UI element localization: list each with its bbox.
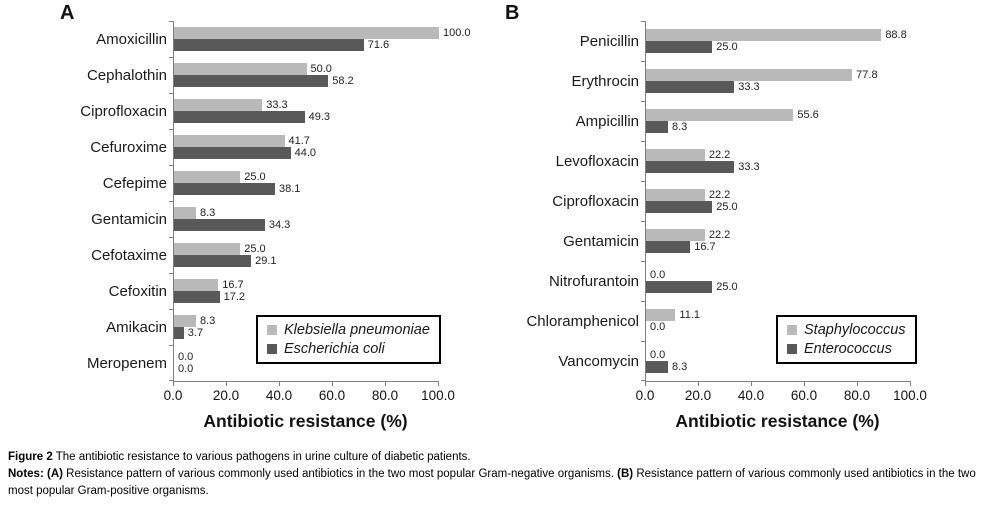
category-label: Amikacin bbox=[106, 318, 167, 336]
x-axis-tick bbox=[698, 382, 699, 386]
bar-row bbox=[174, 255, 277, 267]
bar-escherichia-coli bbox=[174, 327, 184, 339]
value-label: 41.7 bbox=[288, 134, 310, 147]
bar-escherichia-coli bbox=[174, 291, 220, 303]
bar-staphylococcus bbox=[646, 309, 675, 321]
bar-row bbox=[174, 27, 471, 39]
bar-row bbox=[646, 121, 819, 133]
value-label: 33.3 bbox=[738, 80, 760, 93]
x-axis-tick bbox=[279, 382, 280, 386]
value-label: 0.0 bbox=[178, 362, 194, 375]
x-tick-label: 80.0 bbox=[843, 388, 871, 403]
y-axis-tick bbox=[169, 21, 173, 22]
x-axis-tick bbox=[332, 382, 333, 386]
value-label: 17.2 bbox=[223, 290, 245, 303]
bar-row bbox=[174, 243, 277, 255]
caption-figure-label: Figure 2 bbox=[8, 451, 53, 463]
bar-row bbox=[174, 135, 316, 147]
bar-row bbox=[646, 349, 687, 361]
category-label: Cefepime bbox=[102, 174, 167, 192]
plot-area bbox=[173, 21, 471, 382]
bar-group bbox=[646, 29, 907, 53]
y-axis-tick bbox=[641, 21, 645, 22]
value-label: 25.0 bbox=[716, 40, 738, 53]
value-label: 29.1 bbox=[255, 254, 277, 267]
bar-row bbox=[174, 75, 354, 87]
x-tick-label: 100.0 bbox=[421, 388, 455, 403]
plot-area bbox=[645, 21, 911, 382]
x-tick-label: 60.0 bbox=[318, 388, 346, 403]
bar-klebsiella-pneumoniae bbox=[174, 135, 285, 147]
y-axis-tick bbox=[641, 141, 645, 142]
caption-line-1 bbox=[8, 449, 986, 466]
bar-enterococcus bbox=[646, 201, 712, 213]
value-label: 0.0 bbox=[650, 348, 666, 361]
category-label: Chloramphenicol bbox=[526, 312, 639, 330]
category-labels bbox=[503, 21, 645, 432]
category-label: Ampicillin bbox=[575, 112, 639, 130]
y-axis-tick bbox=[169, 237, 173, 238]
bar-row bbox=[174, 351, 193, 363]
value-label: 49.3 bbox=[308, 110, 331, 123]
y-axis-tick bbox=[169, 129, 173, 130]
bar-group bbox=[174, 243, 277, 267]
bar-row bbox=[646, 189, 738, 201]
bar-group bbox=[174, 279, 245, 303]
category-label: Cefoxitin bbox=[108, 282, 167, 300]
value-label: 0.0 bbox=[650, 320, 666, 333]
y-axis-tick bbox=[641, 181, 645, 182]
bar-group bbox=[646, 149, 760, 173]
x-tick-label: 20.0 bbox=[212, 388, 240, 403]
caption-notes bbox=[8, 466, 986, 500]
value-label: 34.3 bbox=[268, 218, 291, 231]
bar-group bbox=[174, 27, 471, 51]
value-label: 3.7 bbox=[187, 326, 204, 339]
y-axis-tick bbox=[641, 101, 645, 102]
bar-row bbox=[174, 363, 193, 375]
category-label: Cefotaxime bbox=[91, 246, 167, 264]
x-axis-tick bbox=[857, 382, 858, 386]
bar-row bbox=[174, 63, 354, 75]
bar-enterococcus bbox=[646, 41, 712, 53]
bar-group bbox=[646, 69, 878, 93]
value-label: 0.0 bbox=[178, 350, 194, 363]
bar-escherichia-coli bbox=[174, 147, 291, 159]
category-label: Vancomycin bbox=[558, 352, 639, 370]
bar-row bbox=[174, 315, 215, 327]
bar-group bbox=[174, 207, 290, 231]
category-label: Ciprofloxacin bbox=[80, 102, 167, 120]
caption-notes-label: Notes: bbox=[8, 468, 44, 480]
x-axis-title: Antibiotic resistance (%) bbox=[675, 411, 880, 431]
legend-item bbox=[267, 322, 430, 338]
bar-group bbox=[174, 135, 316, 159]
value-label: 8.3 bbox=[199, 314, 216, 327]
bar-klebsiella-pneumoniae bbox=[174, 315, 196, 327]
x-tick-label: 60.0 bbox=[790, 388, 818, 403]
category-label: Gentamicin bbox=[563, 232, 639, 250]
y-axis-tick bbox=[169, 345, 173, 346]
plot-column bbox=[163, 21, 471, 432]
y-axis-tick bbox=[169, 380, 173, 381]
x-axis-tick bbox=[173, 382, 174, 386]
bar-row bbox=[174, 111, 330, 123]
category-label: Meropenem bbox=[86, 354, 167, 372]
x-axis-tick bbox=[385, 382, 386, 386]
x-axis-tick bbox=[804, 382, 805, 386]
y-axis-tick bbox=[641, 380, 645, 381]
bar-klebsiella-pneumoniae bbox=[174, 27, 439, 39]
x-tick-label: 100.0 bbox=[893, 388, 927, 403]
bar-group bbox=[646, 349, 687, 373]
value-label: 25.0 bbox=[716, 280, 738, 293]
bar-staphylococcus bbox=[646, 109, 793, 121]
bar-row bbox=[646, 269, 738, 281]
value-label: 8.3 bbox=[199, 206, 216, 219]
bar-row bbox=[174, 291, 245, 303]
bar-row bbox=[174, 39, 471, 51]
figure-caption bbox=[8, 449, 986, 500]
caption-note-b-text: Resistance pattern of various commonly used antibiotics in the two most popular Gram-positive organisms. bbox=[8, 468, 976, 497]
x-axis-tick bbox=[645, 382, 646, 386]
value-label: 100.0 bbox=[443, 26, 471, 39]
bar-staphylococcus bbox=[646, 149, 705, 161]
caption-note-a-label: (A) bbox=[46, 468, 63, 480]
x-axis-tick bbox=[438, 382, 439, 386]
bar-row bbox=[646, 29, 907, 41]
x-tick-label: 0.0 bbox=[163, 388, 183, 403]
bar-row bbox=[174, 219, 290, 231]
category-label: Gentamicin bbox=[91, 210, 167, 228]
x-tick-label: 20.0 bbox=[684, 388, 712, 403]
legend-series-name: Escherichia coli bbox=[284, 341, 385, 357]
x-tick-label: 80.0 bbox=[371, 388, 399, 403]
bar-group bbox=[646, 309, 700, 333]
x-tick-label: 40.0 bbox=[265, 388, 293, 403]
value-label: 77.8 bbox=[856, 68, 878, 81]
category-label: Cefuroxime bbox=[90, 138, 167, 156]
y-axis-tick bbox=[169, 57, 173, 58]
bar-row bbox=[646, 361, 687, 373]
bar-escherichia-coli bbox=[174, 255, 251, 267]
bar-group bbox=[174, 99, 330, 123]
bar-row bbox=[646, 161, 760, 173]
bar-klebsiella-pneumoniae bbox=[174, 243, 240, 255]
bar-escherichia-coli bbox=[174, 219, 265, 231]
value-label: 16.7 bbox=[694, 240, 716, 253]
legend bbox=[256, 315, 441, 364]
bar-row bbox=[174, 207, 290, 219]
value-label: 25.0 bbox=[716, 200, 738, 213]
value-label: 33.3 bbox=[738, 160, 760, 173]
bar-escherichia-coli bbox=[174, 75, 328, 87]
bar-escherichia-coli bbox=[174, 111, 305, 123]
bar-group bbox=[174, 63, 354, 87]
panel-a bbox=[5, 0, 490, 432]
legend-swatch bbox=[787, 344, 797, 354]
category-labels bbox=[5, 21, 173, 432]
bar-row bbox=[646, 81, 878, 93]
bar-group bbox=[646, 189, 738, 213]
value-label: 8.3 bbox=[671, 360, 688, 373]
bar-escherichia-coli bbox=[174, 183, 275, 195]
y-axis-tick bbox=[641, 61, 645, 62]
value-label: 44.0 bbox=[294, 146, 317, 159]
panel-b bbox=[503, 0, 993, 432]
x-axis bbox=[635, 382, 927, 408]
category-label: Nitrofurantoin bbox=[548, 272, 639, 290]
bar-row bbox=[174, 183, 300, 195]
value-label: 71.6 bbox=[367, 38, 390, 51]
y-axis-tick bbox=[641, 301, 645, 302]
category-label: Penicillin bbox=[579, 32, 639, 50]
bar-enterococcus bbox=[646, 281, 712, 293]
bar-escherichia-coli bbox=[174, 39, 364, 51]
bar-row bbox=[174, 279, 245, 291]
bar-row bbox=[174, 147, 316, 159]
y-axis-tick bbox=[641, 341, 645, 342]
value-label: 22.2 bbox=[708, 188, 731, 201]
bar-row bbox=[174, 327, 215, 339]
value-label: 22.2 bbox=[708, 148, 731, 161]
bar-row bbox=[646, 201, 738, 213]
value-label: 8.3 bbox=[671, 120, 688, 133]
y-axis-tick bbox=[641, 261, 645, 262]
value-label: 33.3 bbox=[266, 98, 288, 111]
value-label: 0.0 bbox=[650, 268, 666, 281]
legend-swatch bbox=[267, 344, 277, 354]
caption-figure-text: The antibiotic resistance to various pathogens in urine culture of diabetic patients. bbox=[55, 451, 471, 463]
bar-klebsiella-pneumoniae bbox=[174, 171, 240, 183]
bar-group bbox=[646, 269, 738, 293]
legend-item bbox=[267, 341, 430, 357]
bar-row bbox=[646, 69, 878, 81]
bar-staphylococcus bbox=[646, 189, 705, 201]
bar-enterococcus bbox=[646, 121, 668, 133]
x-axis-tick bbox=[910, 382, 911, 386]
legend bbox=[776, 315, 917, 364]
bar-klebsiella-pneumoniae bbox=[174, 279, 218, 291]
x-tick-label: 0.0 bbox=[635, 388, 655, 403]
legend-item bbox=[787, 322, 906, 338]
bar-row bbox=[646, 41, 907, 53]
value-label: 25.0 bbox=[244, 170, 266, 183]
value-label: 55.6 bbox=[797, 108, 819, 121]
bar-row bbox=[174, 171, 300, 183]
y-axis-tick bbox=[169, 165, 173, 166]
category-label: Amoxicillin bbox=[96, 30, 167, 48]
value-label: 38.1 bbox=[278, 182, 301, 195]
value-label: 25.0 bbox=[244, 242, 266, 255]
bar-group bbox=[174, 351, 193, 375]
bar-staphylococcus bbox=[646, 69, 852, 81]
category-label: Ciprofloxacin bbox=[552, 192, 639, 210]
y-axis-tick bbox=[169, 93, 173, 94]
x-axis bbox=[163, 382, 455, 408]
y-axis-tick bbox=[169, 309, 173, 310]
bar-row bbox=[646, 109, 819, 121]
panel-b-letter: B bbox=[505, 2, 520, 24]
y-axis-tick bbox=[641, 221, 645, 222]
bar-klebsiella-pneumoniae bbox=[174, 99, 262, 111]
legend-series-name: Klebsiella pneumoniae bbox=[284, 322, 430, 338]
category-label: Cephalothin bbox=[86, 66, 167, 84]
x-axis-title: Antibiotic resistance (%) bbox=[203, 411, 408, 431]
x-tick-label: 40.0 bbox=[737, 388, 765, 403]
plot-column bbox=[635, 21, 927, 432]
value-label: 88.8 bbox=[885, 28, 907, 41]
caption-note-a-text: Resistance pattern of various commonly used antibiotics in the two most popular Gram-negative organisms. bbox=[66, 468, 614, 480]
bar-enterococcus bbox=[646, 81, 734, 93]
value-label: 16.7 bbox=[222, 278, 244, 291]
bar-group bbox=[646, 229, 730, 253]
bar-row bbox=[646, 241, 730, 253]
legend-series-name: Enterococcus bbox=[804, 341, 892, 357]
chart-a bbox=[5, 21, 490, 432]
category-label: Levofloxacin bbox=[555, 152, 639, 170]
legend-swatch bbox=[267, 325, 277, 335]
y-axis-tick bbox=[169, 273, 173, 274]
bar-row bbox=[646, 229, 730, 241]
value-label: 50.0 bbox=[310, 62, 332, 75]
x-axis-tick bbox=[751, 382, 752, 386]
bar-row bbox=[646, 281, 738, 293]
bar-group bbox=[174, 315, 215, 339]
legend-item bbox=[787, 341, 906, 357]
bar-row bbox=[646, 321, 700, 333]
bar-staphylococcus bbox=[646, 229, 705, 241]
bar-klebsiella-pneumoniae bbox=[174, 63, 307, 75]
legend-swatch bbox=[787, 325, 797, 335]
bar-staphylococcus bbox=[646, 29, 881, 41]
bar-row bbox=[646, 309, 700, 321]
bar-row bbox=[646, 149, 760, 161]
bar-enterococcus bbox=[646, 361, 668, 373]
category-label: Erythrocin bbox=[571, 72, 639, 90]
y-axis-tick bbox=[169, 201, 173, 202]
x-axis-tick bbox=[226, 382, 227, 386]
bar-klebsiella-pneumoniae bbox=[174, 207, 196, 219]
bar-group bbox=[174, 171, 300, 195]
bar-group bbox=[646, 109, 819, 133]
chart-b bbox=[503, 21, 993, 432]
bar-row bbox=[174, 99, 330, 111]
bar-enterococcus bbox=[646, 241, 690, 253]
bar-enterococcus bbox=[646, 161, 734, 173]
value-label: 22.2 bbox=[708, 228, 731, 241]
legend-series-name: Staphylococcus bbox=[804, 322, 906, 338]
caption-note-b-label: (B) bbox=[617, 468, 634, 480]
value-label: 58.2 bbox=[332, 74, 354, 87]
panel-a-letter: A bbox=[60, 2, 75, 24]
value-label: 11.1 bbox=[679, 308, 700, 321]
